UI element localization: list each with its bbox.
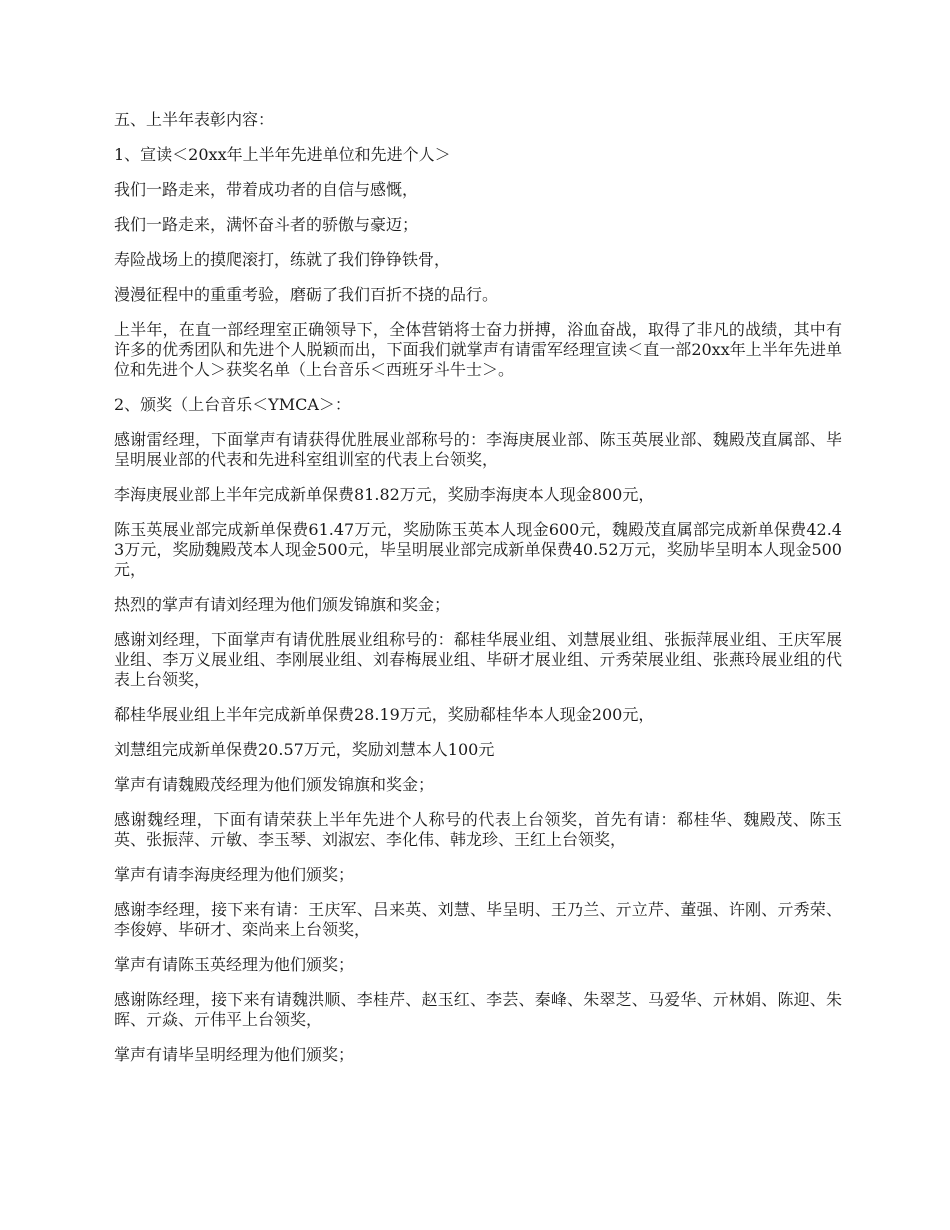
paragraph: 热烈的掌声有请刘经理为他们颁发锦旗和奖金； bbox=[114, 595, 451, 614]
paragraph: 掌声有请魏殿茂经理为他们颁发锦旗和奖金； bbox=[114, 775, 435, 794]
paragraph: 我们一路走来，带着成功者的自信与感慨， bbox=[114, 180, 419, 199]
paragraph: 感谢魏经理，下面有请荣获上半年先进个人称号的代表上台领奖，首先有请：郗桂华、魏殿茂、陈玉英、张振萍、亓敏、李玉琴、刘淑宏、李化伟、韩龙珍、王红上台领奖， bbox=[114, 810, 842, 849]
subheading-announcement: 1、宣读＜20xx年上半年先进单位和先进个人＞ bbox=[114, 145, 451, 164]
paragraph: 掌声有请陈玉英经理为他们颁奖； bbox=[114, 955, 355, 974]
paragraph: 掌声有请毕呈明经理为他们颁奖； bbox=[114, 1045, 355, 1064]
section-heading: 五、上半年表彰内容： bbox=[114, 110, 275, 129]
paragraph: 掌声有请李海庚经理为他们颁奖； bbox=[114, 865, 355, 884]
paragraph: 李海庚展业部上半年完成新单保费81.82万元，奖励李海庚本人现金800元， bbox=[114, 485, 655, 504]
paragraph: 陈玉英展业部完成新单保费61.47万元，奖励陈玉英本人现金600元，魏殿茂直属部完成新单保费42.43万元，奖励魏殿茂本人现金500元，毕呈明展业部完成新单保费40.52万元，奖励毕呈明本人现金500元， bbox=[114, 520, 842, 579]
paragraph: 感谢陈经理，接下来有请魏洪顺、李桂芹、赵玉红、李芸、秦峰、朱翠芝、马爱华、亓林娟、陈迎、朱晖、亓焱、亓伟平上台领奖， bbox=[114, 990, 842, 1029]
paragraph: 漫漫征程中的重重考验，磨砺了我们百折不挠的品行。 bbox=[114, 285, 499, 304]
paragraph: 郗桂华展业组上半年完成新单保费28.19万元，奖励郗桂华本人现金200元， bbox=[114, 705, 655, 724]
subheading-awards: 2、颁奖（上台音乐＜YMCA＞： bbox=[114, 395, 351, 414]
paragraph: 刘慧组完成新单保费20.57万元，奖励刘慧本人100元 bbox=[114, 740, 495, 759]
paragraph: 感谢雷经理，下面掌声有请获得优胜展业部称号的：李海庚展业部、陈玉英展业部、魏殿茂直属部、毕呈明展业部的代表和先进科室组训室的代表上台领奖， bbox=[114, 430, 842, 469]
paragraph: 寿险战场上的摸爬滚打，练就了我们铮铮铁骨， bbox=[114, 250, 451, 269]
document-page bbox=[114, 110, 842, 1080]
paragraph: 上半年，在直一部经理室正确领导下，全体营销将士奋力拼搏，浴血奋战，取得了非凡的战绩，其中有许多的优秀团队和先进个人脱颖而出，下面我们就掌声有请雷军经理宣读＜直一部20xx年上半年先进单位和先进个人＞获奖名单（上台音乐＜西班牙斗牛士＞。 bbox=[114, 320, 842, 379]
paragraph: 感谢李经理，接下来有请：王庆军、吕来英、刘慧、毕呈明、王乃兰、亓立芹、董强、许刚、亓秀荣、李俊婷、毕研才、栾尚来上台领奖， bbox=[114, 900, 842, 939]
paragraph: 我们一路走来，满怀奋斗者的骄傲与豪迈； bbox=[114, 215, 419, 234]
paragraph: 感谢刘经理，下面掌声有请优胜展业组称号的：郗桂华展业组、刘慧展业组、张振萍展业组、王庆军展业组、李万义展业组、李刚展业组、刘春梅展业组、毕研才展业组、亓秀荣展业组、张燕玲展业组的代表上台领奖， bbox=[114, 630, 842, 689]
